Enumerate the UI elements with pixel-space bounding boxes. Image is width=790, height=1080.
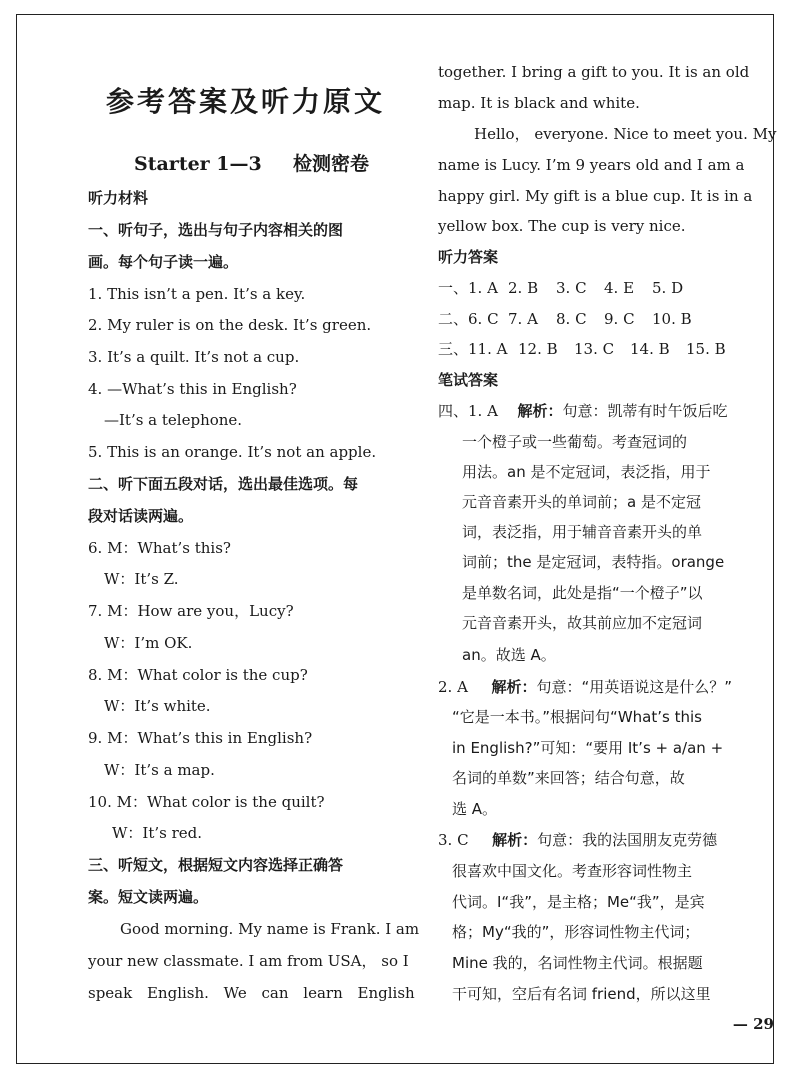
answer-item: 8. C [556,310,587,328]
q2-line-5: 选 A。 [452,800,498,818]
dialog-7-m: 7. M：How are you，Lucy? [88,602,294,620]
passage-line-4: together. I bring a gift to you. It is an old [438,63,750,81]
passage-line-8: happy girl. My gift is a blue cup. It is in a [438,187,753,205]
q2-text: 句意：“用英语说这是什么？” [536,678,733,696]
q1-line-4: 元音音素开头的单词前；a 是不定冠 [462,493,701,511]
listening-answers-heading: 听力答案 [438,248,499,266]
dialog-9-w: W：It’s a map. [104,761,215,779]
q3-line-2: 很喜欢中国文化。考查形容词性物主 [452,862,693,880]
q2-line-2: “它是一本书。”根据问句“What’s this [452,708,702,726]
passage-line-9: yellow box. The cup is very nice. [438,217,686,235]
q3-text: 句意：我的法国朋友克劳德 [537,831,718,849]
answer-item: 二、6. C [438,310,499,328]
q2-first-line [438,677,732,697]
q1-text: 句意：凯蒂有时午饭后吃 [562,402,728,420]
q2-line-4: 名词的单数”来回答；结合句意，故 [452,769,685,787]
page-number: — 29 [732,1015,774,1033]
answer-item: 9. C [604,310,635,328]
q1-number: 四、1. A [438,402,498,420]
dialog-10-m: 10. M：What color is the quilt? [88,793,325,811]
dialog-8-m: 8. M：What color is the cup? [88,666,308,684]
q1-line-9: an。故选 A。 [462,646,556,664]
answer-item: 7. A [508,310,538,328]
sec2-instruction-line1: 二、听下面五段对话，选出最佳选项。每 [88,475,359,493]
analysis-label: 解析： [491,678,537,696]
sec3-instruction-line2: 案。短文读两遍。 [88,888,209,906]
page-title: 参考答案及听力原文 [106,85,386,118]
dialog-10-w: W：It’s red. [112,824,203,842]
answer-row-3 [438,339,726,359]
answer-item: 5. D [652,279,684,297]
sec1-instruction-line1: 一、听句子，选出与句子内容相关的图 [88,221,344,239]
q1-line-2: 一个橙子或一些葡萄。考查冠词的 [462,433,688,451]
sentence-2: 2. My ruler is on the desk. It’s green. [88,316,372,334]
passage-line-2 [88,951,409,971]
q1-line-6: 词前；the 是定冠词，表特指。orange [462,553,725,571]
q3-line-5: Mine 我的，名词性物主代词。根据题 [452,954,703,972]
sec1-instruction-line2: 画。每个句子读一遍。 [88,253,239,271]
passage-line-5: map. It is black and white. [438,94,640,112]
answer-item: 14. B [630,340,670,358]
answer-item: 15. B [686,340,726,358]
written-answers-heading: 笔试答案 [438,371,499,389]
answer-item: 三、11. A [438,340,508,358]
q1-line-3: 用法。an 是不定冠词，表泛指，用于 [462,463,711,481]
section-title [134,152,369,176]
answer-item: 4. E [604,279,635,297]
dialog-8-w: W：It’s white. [104,697,211,715]
sentence-3: 3. It’s a quilt. It’s not a cup. [88,348,300,366]
sentence-4: 4. —What’s this in English? [88,380,297,398]
q3-line-6: 干可知，空后有名词 friend，所以这里 [452,985,711,1003]
q2-line-3: in English?”可知：“要用 It’s + a/an + [452,739,724,757]
q1-line-8: 元音音素开头，故其前应加不定冠词 [462,614,703,632]
answer-item: 10. B [652,310,692,328]
answer-row-1 [438,278,683,298]
q1-first-line [438,401,728,421]
passage-line-2-text: your new classmate. I am from USA， so I [88,952,409,970]
q3-first-line [438,830,717,850]
answer-item: 2. B [508,279,539,297]
starter-title: Starter 1—3 [134,153,262,175]
passage-line-1: Good morning. My name is Frank. I am [120,920,420,938]
answer-item: 13. C [574,340,615,358]
sec2-instruction-line2: 段对话读两遍。 [88,507,194,525]
q1-line-5: 词，表泛指，用于辅音音素开头的单 [462,523,703,541]
listening-material-heading: 听力材料 [88,189,149,207]
analysis-label: 解析： [492,831,538,849]
sentence-5: 5. This is an orange. It’s not an apple. [88,443,377,461]
dialog-6-m: 6. M：What’s this? [88,539,231,557]
dialog-6-w: W：It’s Z. [104,570,179,588]
answer-item: 3. C [556,279,587,297]
sentence-4-reply: —It’s a telephone. [104,411,243,429]
answer-row-2 [438,309,692,329]
dialog-7-w: W：I’m OK. [104,634,193,652]
q3-number: 3. C [438,831,469,849]
passage-line-7: name is Lucy. I’m 9 years old and I am a [438,156,745,174]
passage-line-6: Hello， everyone. Nice to meet you. My [474,125,777,143]
analysis-label: 解析： [517,402,563,420]
q3-line-4: 格；My“我的”，形容词性物主代词； [452,923,700,941]
answer-item: 12. B [518,340,558,358]
sentence-1: 1. This isn’t a pen. It’s a key. [88,285,306,303]
q1-line-7: 是单数名词，此处是指“一个橙子”以 [462,584,703,602]
answer-item: 一、1. A [438,279,498,297]
passage-line-3: speak English. We can learn English [88,984,415,1002]
starter-subtitle: 检测密卷 [293,153,370,175]
sec3-instruction-line1: 三、听短文，根据短文内容选择正确答 [88,856,344,874]
q3-line-3: 代词。I“我”，是主格；Me“我”，是宾 [452,893,705,911]
dialog-9-m: 9. M：What’s this in English? [88,729,313,747]
q2-number: 2. A [438,678,468,696]
